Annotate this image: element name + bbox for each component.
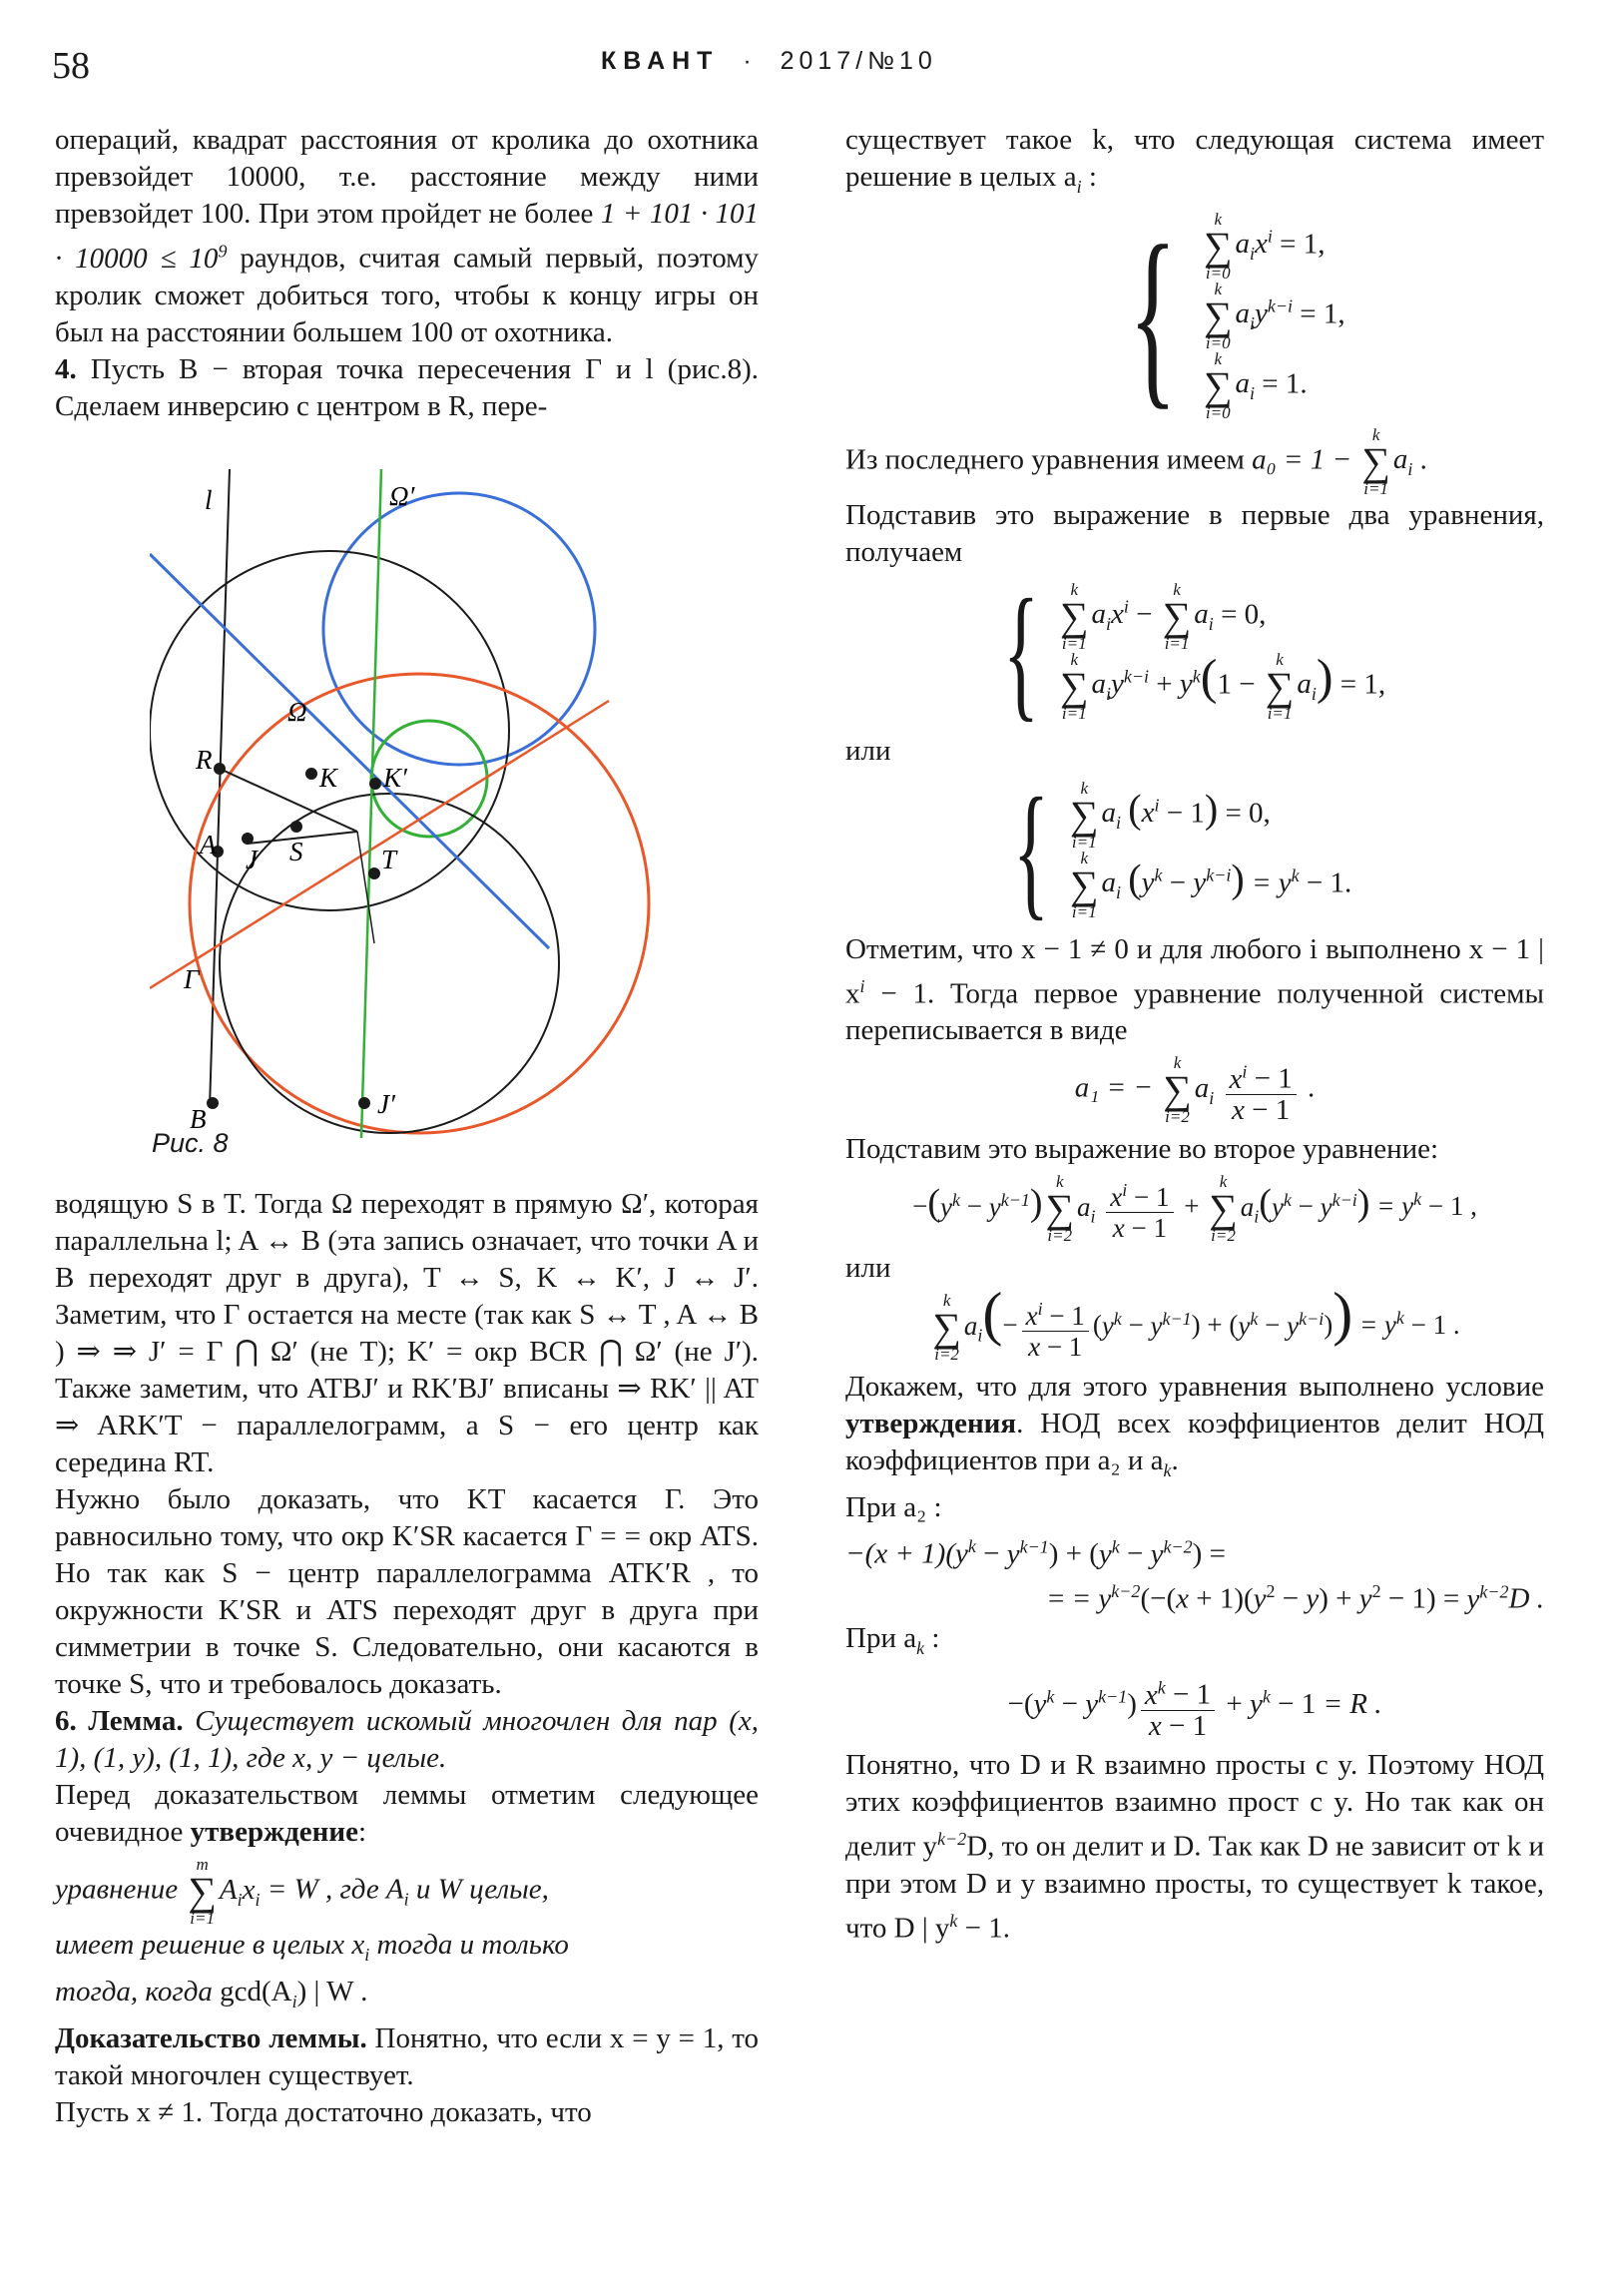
brace-2: { (1003, 568, 1039, 735)
system-2-rows (1057, 579, 1386, 723)
eq-a1-lhs: a₁ = − (1074, 1072, 1153, 1105)
proof-of-lemma (55, 2020, 759, 2094)
right-p1-sub: i (1076, 176, 1082, 197)
point-R (214, 763, 226, 775)
eq-a2 (845, 1528, 1544, 1617)
proof-last-line: Пусть x ≠ 1. Тогда достаточно доказать, что (55, 2095, 592, 2128)
sum-upper: m (196, 1855, 209, 1874)
sys3-row2-tail: − 1. (1306, 866, 1352, 899)
pri-ak-text: При a (845, 1621, 917, 1654)
label-l: l (205, 485, 213, 515)
sum-1b: k ∑ i=0 (1204, 279, 1233, 352)
eq-long-rhs: = y (1376, 1191, 1414, 1222)
right-p4-text: Отметим, что x − 1 ≠ 0 и для любого i выполнено x − 1 | x (845, 932, 1544, 1010)
sys1-row1-rhs: = 1, (1280, 228, 1326, 261)
label-S: S (289, 837, 303, 866)
sys2-row1-rhs: = 0, (1221, 598, 1267, 631)
running-header (601, 47, 937, 76)
problem-4-number: 4. (55, 352, 77, 385)
eq-a2-lhs: −(x + 1)(y (845, 1537, 968, 1570)
pri-ak: При $a_k$ : (845, 1621, 940, 1658)
paragraph-rabbit (55, 122, 759, 351)
system-1-rows (1201, 209, 1345, 422)
brace-1: { (1129, 205, 1177, 426)
eq-a2-line2: = = $y^{k-2}(-(x + 1)(y^2 - y) + y^2 - 1) = y^{k-2}D$ . (1047, 1580, 1544, 1615)
sys1-row3: k ∑ i=0 $a_i = 1$. (1204, 348, 1308, 422)
lemma-before-text: Перед доказательством леммы отметим следующее очевидное (55, 1779, 759, 1848)
issue-number: 2017/№10 (780, 47, 937, 75)
sum-sign: ∑ (188, 1869, 217, 1914)
stmt-gcd: gcd(A (220, 1975, 292, 2008)
para1-formula-text: 1 + 101 · 101 · 10000 ≤ 10 (55, 198, 759, 275)
right-p1-text: существует такое k, что следующая система имеет решение в целых a (845, 124, 1544, 193)
point-J (242, 833, 254, 845)
para1-exp: 9 (218, 241, 228, 261)
label-R: R (196, 745, 213, 775)
eq2-rhs-tail: − 1 . (1410, 1310, 1460, 1341)
lemma-title: 6. Лемма. (55, 1705, 184, 1737)
statement: уравнение m ∑ i=1 $A_ix_i = W$ , где $A_i$ и W целые, имеет решение в целых $x_i$ тогда и только тогда, когда $\gcd(A_i)$ | W . (55, 1855, 569, 2011)
statement-ref: утверждения (845, 1408, 1017, 1440)
right-p4: Отметим, что x − 1 ≠ 0 и для любого i выполнено x − 1 | $x^i - 1$. Тогда первое уравнение полученной системы переписывается в виде (845, 932, 1545, 1047)
lemma-6 (55, 1703, 759, 1777)
label-K-prime: K′ (383, 763, 407, 793)
brace-3: { (1013, 767, 1049, 933)
final-exp-2: k (949, 1910, 958, 1931)
stmt-eq-rest: = W , где A (266, 1873, 404, 1906)
right-p3: Подставив это выражение в первые два уравнения, получаем (845, 498, 1544, 568)
point-T (368, 867, 380, 879)
right-p1-colon: : (1088, 161, 1097, 193)
ili-2: или (845, 1252, 891, 1285)
label-T: T (381, 845, 397, 874)
lemma-before: Перед доказательством леммы отметим следующее очевидное утверждение: (55, 1779, 759, 1848)
eq-long: $-(y^k - y^{k-1})$ k ∑ i=2 $a_i$ $\frac{x^i - 1}{x - 1}$ + k ∑ i=2 $a_i(y^k - y^{k-i}) = y^k - 1$ , (912, 1172, 1477, 1246)
paragraph-kt: Нужно было доказать, что KT касается Γ. Это равносильно тому, что окр K′SR касается Γ = = окр ATS. Но так как S − центр параллелограмма ATK′R , то окружности K′SR и ATS переходят друг в друга при симметрии в точке S. Следовательно, они касаются в точке S, что и требовалось доказать. (55, 1483, 759, 1700)
stmt-whole: и W целые, (415, 1873, 549, 1906)
right-column (845, 122, 1544, 1947)
a0-formula: a₀ = 1 − (1252, 443, 1352, 476)
sys2-row1: k ∑ i=1 $a_ix^i$ − k ∑ i=1 $a_i = 0$, (1060, 579, 1267, 653)
sys1-row2-rhs: = 1, (1300, 297, 1345, 330)
ili-1: или (845, 734, 891, 767)
sum-1a: k ∑ i=0 (1204, 209, 1233, 283)
stmt-aixi: $A_ix_i$ (219, 1873, 261, 1910)
stmt-eq-word: уравнение (55, 1873, 179, 1906)
eq-ak: $-(y^k - y^{k-1})$ $\frac{x^k - 1}{x - 1}$ + $y^k - 1 = R$ . (845, 1672, 1544, 1741)
eq-long-rhs-tail: − 1 , (1427, 1191, 1477, 1222)
right-p1 (845, 122, 1544, 206)
eq-ak-r: = R . (1323, 1688, 1382, 1721)
point-J-prime (358, 1097, 370, 1109)
right-p5: Подставим это выражение во второе уравнение: (845, 1133, 1439, 1166)
stmt-sum (188, 1857, 217, 1927)
sys2-row2-rhs: = 1, (1339, 668, 1386, 701)
system-1 (1105, 205, 1544, 426)
eq-2: k ∑ i=2 $a_i(-$ $\frac{x^i - 1}{x - 1}$ $(y^k - y^{k-1}) + (y^k - y^{k-i})) = y^k - 1$ . (932, 1281, 1460, 1365)
system-2 (985, 568, 1544, 735)
stmt-line3: тогда, когда (55, 1975, 213, 2008)
eq-a1: a₁ = − k ∑ i=2 $a_i$ $\frac{x^i - 1}{x - 1}$ . (1074, 1053, 1316, 1127)
sys1-row2: k ∑ i=0 $a_iy^{k-i} = 1$, (1204, 279, 1345, 352)
problem-4-text: Пусть B − вторая точка пересечения Γ и l (рис.8). Сделаем инверсию с центром в R, пере- (55, 352, 759, 422)
blue-circle (323, 493, 595, 765)
point-K (305, 768, 317, 780)
problem-4-start (55, 351, 759, 425)
system-3-rows (1067, 778, 1352, 921)
proof-text: Понятно, что если x = y = 1, то такой многочлен существует. (55, 2021, 760, 2091)
para1-text: операций, квадрат расстояния от кролика до охотника превзойдет 10000, т.е. расстояние между ними превзойдет 100. При этом пройдет не более (55, 124, 759, 230)
system-3 (995, 767, 1544, 933)
left-column-lower (55, 1186, 759, 2131)
stmt-line2b: тогда и только (376, 1929, 569, 1961)
label-J-prime: J′ (377, 1089, 395, 1119)
header-separator: · (743, 47, 757, 75)
right-p4-tail: − 1. Тогда первое уравнение полученной системы переписывается в виде (845, 977, 1545, 1047)
page-number: 58 (52, 45, 90, 87)
proof-title: Доказательство леммы. (55, 2021, 367, 2054)
eq-a2-d: D . (1508, 1582, 1544, 1615)
lemma-text: Существует искомый многочлен для пар (x, 1), (1, y), (1, 1), где x, y − целые. (55, 1705, 759, 1774)
eq-a2-line1: $-(x + 1)(y^k - y^{k-1}) + (y^k - y^{k-2})$ = (845, 1536, 1226, 1570)
left-column (55, 122, 759, 425)
right-final (845, 1747, 1544, 1947)
sum-1c: k ∑ i=0 (1204, 348, 1233, 422)
sys1-row1: k ∑ i=0 $a_ix^i = 1$, (1204, 209, 1326, 283)
stmt-line2: имеет решение в целых x (55, 1929, 365, 1961)
sys3-row2: k ∑ i=1 $a_i$ $(y^k - y^{k-i}) = y^k - 1$. (1070, 848, 1352, 921)
journal-name: КВАНТ (601, 47, 720, 75)
label-J: J (246, 845, 258, 874)
para1-tail: раундов, считая самый первый, поэтому кролик сможет добиться того, чтобы к концу игры он был на расстоянии большем 100 от охотника. (55, 242, 759, 348)
label-B: B (190, 1104, 207, 1134)
point-B (207, 1097, 219, 1109)
statement-word: утверждение (190, 1816, 358, 1848)
sys1-row3-rhs: = 1. (1262, 367, 1308, 400)
sys3-row1-rhs: = 0, (1225, 797, 1271, 830)
label-K: K (319, 763, 338, 793)
right-p2-text: Из последнего уравнения имеем (845, 443, 1245, 476)
sys2-row2: k ∑ i=1 $a_iy^{k-i} + y^k(1$ − k ∑ i=1 $a_i) = 1$, (1060, 648, 1386, 723)
eq-a2-rhs: = y (1071, 1582, 1112, 1615)
final-exp-1: k−2 (937, 1829, 967, 1850)
figure-8 (150, 469, 679, 1138)
sum-a0: k ∑ i=1 (1361, 424, 1390, 498)
sys3-row2-rhs: = y (1251, 866, 1292, 899)
final-text-1: Понятно, что D и R взаимно просты с y. Поэтому НОД этих коэффициентов взаимно прост с y. Но так как он делит y (845, 1749, 1544, 1863)
right-p6: Докажем, что для этого уравнения выполнено условие утверждения. НОД всех коэффициентов делит НОД коэффициентов при a₂ и $a_k$. (845, 1371, 1544, 1481)
right-p6-sub: k (1163, 1460, 1172, 1481)
label-omega: Ω (287, 697, 307, 727)
right-p6-text: Докажем, что для этого уравнения выполнено условие (845, 1371, 1544, 1404)
final-text-3: − 1. (964, 1912, 1010, 1945)
eq2-rhs: = y (1358, 1310, 1396, 1341)
pri-a2: При a₂ : (845, 1491, 942, 1524)
label-A: A (200, 830, 217, 860)
right-p6-tail: . НОД всех коэффициентов делит НОД коэффициентов при a₂ и a (845, 1408, 1544, 1477)
final-text-2: D, то он делит и D. Так как D не зависит от k и при этом D и y взаимно просты, то существует k такое, что D | y (845, 1830, 1544, 1945)
right-p2: Из последнего уравнения имеем a₀ = 1 − k ∑ i=1 $a_i$ . (845, 424, 1427, 498)
figure-caption: Рис. 8 (152, 1128, 229, 1158)
sys3-row1: k ∑ i=1 $a_i$ $(x^i - 1) = 0$, (1070, 778, 1271, 852)
label-gamma: Γ (184, 964, 200, 994)
paragraph-inversion: водящую S в T. Тогда Ω переходят в прямую Ω′, которая параллельна l; A ↔ B (эта запись означает, что точки A и B переходят друг в друга), T ↔ S, K ↔ K′, J ↔ J′. Заметим, что Γ остается на месте (так как S ↔ T , A ↔ B ) ⇒ ⇒ J′ = Γ ⋂ Ω′ (не T); K′ = окр BCR ⋂ Ω′ (не J′). Также заметим, что ATBJ′ и RK′BJ′ вписаны ⇒ RK′ || AT ⇒ ARK′T − параллелограмм, а S − его центр как середина RT. (55, 1188, 759, 1478)
point-S (290, 821, 302, 833)
stmt-gcd-tail: ) | W . (296, 1975, 368, 2008)
sum-lower: i=1 (190, 1909, 215, 1928)
red-circle (190, 674, 649, 1133)
label-omega-prime: Ω′ (389, 481, 415, 511)
point-K-prime (369, 778, 381, 790)
